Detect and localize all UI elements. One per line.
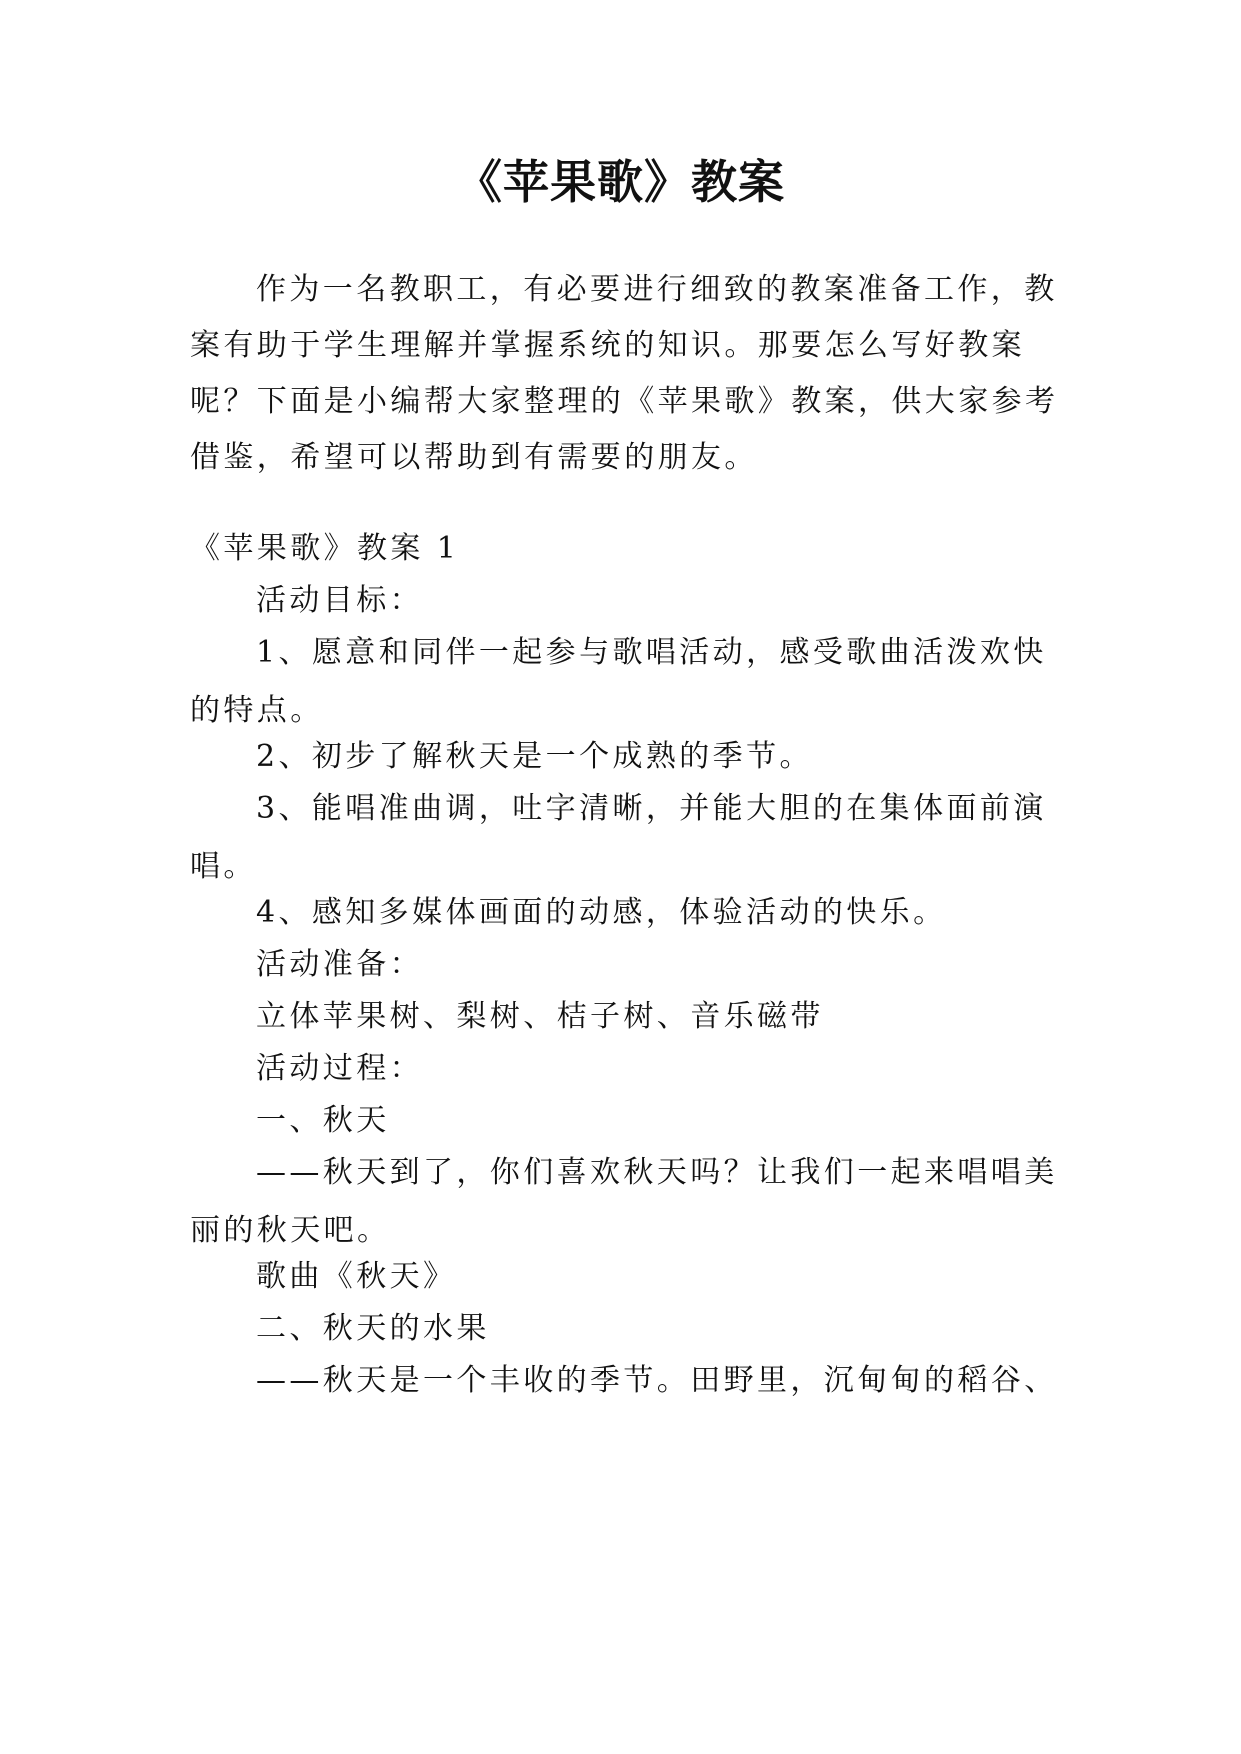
- intro-line-2: 案有助于学生理解并掌握系统的知识。那要怎么写好教案: [190, 328, 1025, 363]
- intro-paragraph: [190, 262, 1059, 486]
- step-1-text: ——秋天到了，你们喜欢秋天吗？让我们一起来唱唱美 丽的秋天吧。: [190, 1155, 1058, 1248]
- goal-2: 2、初步了解秋天是一个成熟的季节。: [256, 739, 813, 774]
- goal-4: 4、感知多媒体画面的动感，体验活动的快乐。: [256, 895, 947, 930]
- section-title: 《苹果歌》教案 1: [190, 531, 460, 566]
- document-title: 《苹果歌》教案: [456, 155, 785, 209]
- step-2-text: ——秋天是一个丰收的季节。田野里，沉甸甸的稻谷、: [256, 1363, 1058, 1398]
- step-2-heading: 二、秋天的水果: [256, 1311, 490, 1346]
- prep-text: 立体苹果树、梨树、桔子树、音乐磁带: [256, 999, 824, 1034]
- process-heading: 活动过程：: [256, 1051, 423, 1086]
- step-1-heading: 一、秋天: [256, 1103, 390, 1138]
- intro-line-3: 呢？下面是小编帮大家整理的《苹果歌》教案，供大家参考: [190, 384, 1059, 419]
- goal-1: 1、愿意和同伴一起参与歌唱活动，感受歌曲活泼欢快 的特点。: [190, 635, 1047, 728]
- intro-line-4: 借鉴，希望可以帮助到有需要的朋友。: [190, 440, 758, 475]
- song-title: 歌曲《秋天》: [256, 1259, 457, 1294]
- goals-heading: 活动目标：: [256, 583, 423, 618]
- goal-3: 3、能唱准曲调，吐字清晰，并能大胆的在集体面前演 唱。: [190, 791, 1047, 884]
- intro-line-1: 作为一名教职工，有必要进行细致的教案准备工作，教: [256, 272, 1058, 307]
- prep-heading: 活动准备：: [256, 947, 423, 982]
